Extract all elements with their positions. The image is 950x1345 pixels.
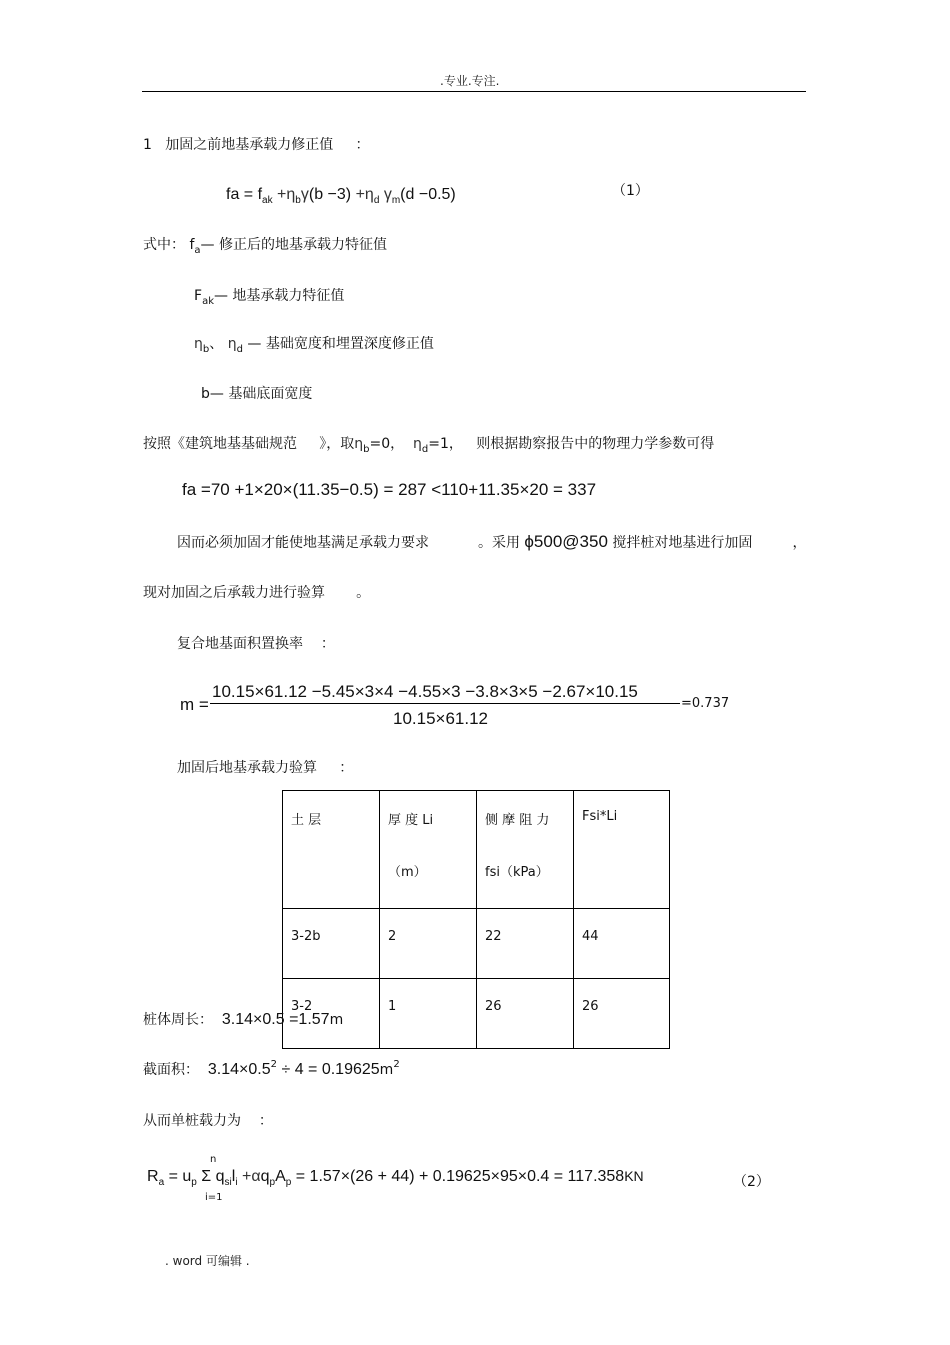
section-title-text: 加固之前地基承载力修正值 <box>165 137 334 153</box>
replacement-title <box>177 633 335 653</box>
formula-1 <box>226 186 456 206</box>
formula-1-fak-sub: ak <box>262 195 273 206</box>
formula-1-plus-2: + <box>355 186 365 203</box>
header-l1: 土 层 <box>291 813 322 828</box>
section-colon: ： <box>355 137 370 153</box>
perimeter-unit: m <box>329 1012 344 1028</box>
table-header-cell <box>477 791 574 909</box>
para-spec-t1: 按照《建筑地基基础规范 <box>143 436 297 452</box>
formula-3-l: l <box>231 1168 236 1185</box>
replacement-title-text: 复合地基面积置换率 <box>177 636 303 652</box>
where-fak <box>194 285 344 307</box>
single-pile-colon: ： <box>258 1113 273 1129</box>
table-cell: 22 <box>477 909 574 979</box>
formula-3-q-sub: si <box>224 1177 232 1188</box>
para-reinforce-t1: 因而必须加固才能使地基满足承载力要求 <box>177 535 429 551</box>
replacement-lhs: m = <box>180 695 209 714</box>
where-b: b— 基础底面宽度 <box>201 386 313 402</box>
formula-3-eq: = u <box>168 1168 192 1185</box>
formula-3-rest: = 1.57×(26 + 44) + 0.19625×95×0.4 = 117.358 <box>295 1168 625 1185</box>
where-lead: 式中： <box>143 237 185 253</box>
formula-3-l-sub: i <box>235 1177 238 1188</box>
area-sup: 2 <box>270 1059 278 1070</box>
where-eta-sep: 、 <box>209 336 224 352</box>
where-eta-b-sub: b <box>202 344 210 355</box>
formula-3-sigma: Σ <box>201 1168 212 1185</box>
table-cell: 3-2b <box>283 909 380 979</box>
formula-3-R-sub: a <box>158 1177 165 1188</box>
para-reinforce <box>177 532 806 552</box>
formula-3-number: （2） <box>733 1174 770 1190</box>
where-fak-desc: — 地基承载力特征值 <box>213 288 345 304</box>
formula-1-eta-b: η <box>286 186 296 203</box>
area-unit-sup: 2 <box>393 1059 400 1070</box>
table-header-cell <box>380 791 477 909</box>
formula-1-lhs: fa = f <box>226 186 263 203</box>
formula-1-eta-b-sub: b <box>295 195 301 206</box>
formula-3-plus: + <box>242 1168 252 1185</box>
where-eta-b: η <box>194 336 203 352</box>
table-cell: 44 <box>574 909 670 979</box>
para-spec-t2: 》，取 <box>319 436 355 452</box>
formula-1-eta-d-sub: d <box>373 195 380 206</box>
table-cell: 1 <box>380 979 477 1049</box>
where-fa <box>143 234 387 256</box>
page-footer: . word 可编辑 . <box>165 1254 250 1268</box>
perimeter-expr: 3.14×0.5 =1.57 <box>221 1011 330 1028</box>
check-title-text: 加固后地基承载力验算 <box>177 760 317 776</box>
formula-1-part-2: (d −0.5) <box>400 186 456 203</box>
para-reinforce-t5: 现对加固之后承载力进行验算 <box>143 585 325 601</box>
para-reinforce-t6: 。 <box>356 585 371 601</box>
check-title-colon: ： <box>339 760 354 776</box>
header-l2: fsi（kPa） <box>485 865 549 880</box>
where-eta-desc: — 基础宽度和埋置深度修正值 <box>247 336 434 352</box>
page-header: .专业.专注. <box>440 74 500 88</box>
table-cell: 26 <box>477 979 574 1049</box>
header-l1: 厚 度 Li <box>388 813 434 828</box>
para-reinforce-line2 <box>143 582 370 602</box>
section-title <box>143 134 370 154</box>
formula-3 <box>147 1168 644 1188</box>
replacement-colon: ： <box>320 636 335 652</box>
para-spec <box>143 433 714 455</box>
formula-1-gamma-m: γ <box>383 186 392 203</box>
table-row <box>283 909 670 979</box>
perimeter-label: 桩体周长： <box>143 1012 213 1028</box>
formula-3-A-sub: p <box>285 1177 292 1188</box>
fraction-line <box>210 703 680 704</box>
where-fak-sub: ak <box>202 296 214 307</box>
formula-3-q2-sub: p <box>269 1177 276 1188</box>
replacement-denominator: 10.15×61.12 <box>393 709 489 728</box>
section-number: 1 <box>143 137 152 153</box>
where-eta-d: η <box>227 336 237 352</box>
formula-1-part-1: (b −3) <box>308 186 352 203</box>
sum-bottom: i=1 <box>205 1192 223 1203</box>
replacement-numerator: 10.15×61.12 −5.45×3×4 −4.55×3 −3.8×3×5 −2.67×10.15 <box>212 682 638 701</box>
para-reinforce-t2: 。采用 <box>477 535 520 551</box>
area-unit: m <box>379 1062 394 1078</box>
check-title <box>177 757 353 777</box>
where-eta <box>194 333 434 355</box>
area-label: 截面积： <box>143 1062 199 1078</box>
formula-3-unit: KN <box>624 1168 644 1184</box>
table-cell: 3-2 <box>283 979 380 1049</box>
where-fa-desc: — 修正后的地基承载力特征值 <box>200 237 387 253</box>
perimeter-line <box>143 1009 343 1029</box>
table-header-row <box>283 791 670 909</box>
header-l1: 侧 摩 阻 力 <box>485 813 550 828</box>
replacement-result: =0.737 <box>681 696 730 711</box>
formula-1-number: （1） <box>612 183 649 199</box>
formula-3-q: q <box>215 1168 225 1185</box>
formula-3-A: A <box>275 1168 286 1185</box>
formula-3-q2: q <box>260 1168 270 1185</box>
para-spec-eta-b-val: =0， <box>369 436 405 452</box>
header-l1: Fsi*Li <box>582 809 618 824</box>
table-header-cell <box>283 791 380 909</box>
para-spec-eta-b: η <box>354 436 364 452</box>
para-reinforce-t4: ， <box>792 535 807 551</box>
formula-3-u-sub: p <box>191 1177 197 1188</box>
para-spec-t3: 则根据勘察报告中的物理力学参数可得 <box>476 436 715 452</box>
formula-1-gamma: γ <box>300 186 309 203</box>
para-reinforce-t3: 搅拌桩对地基进行加固 <box>612 535 753 551</box>
table-header-cell <box>574 791 670 909</box>
sum-top: n <box>210 1154 217 1165</box>
table-cell: 2 <box>380 909 477 979</box>
header-rule <box>142 91 806 92</box>
para-spec-eta-d: η <box>413 436 422 452</box>
table-cell: 26 <box>574 979 670 1049</box>
formula-3-R: R <box>147 1168 159 1185</box>
pile-spec: ϕ500@350 <box>524 532 608 551</box>
para-spec-eta-d-val: =1， <box>428 436 463 452</box>
formula-1-gamma-m-sub: m <box>391 195 401 206</box>
para-spec-eta-b-sub: b <box>363 444 370 455</box>
para-spec-eta-d-sub: d <box>421 444 429 455</box>
formula-3-alpha: α <box>251 1168 261 1185</box>
formula-1-plus-1: + <box>277 186 287 203</box>
where-eta-d-sub: d <box>236 344 243 355</box>
area-line <box>143 1059 400 1079</box>
where-fak-symbol: F <box>194 288 203 304</box>
header-l2: （m） <box>388 865 427 880</box>
area-expr-1: 3.14×0.5 <box>207 1061 271 1078</box>
formula-1-eta-d: η <box>364 186 374 203</box>
where-fa-symbol: f <box>189 237 195 253</box>
where-fa-sub: a <box>194 245 201 256</box>
single-pile-title <box>143 1110 273 1130</box>
formula-2: fa =70 +1×20×(11.35−0.5) = 287 <110+11.35×20 = 337 <box>182 480 597 499</box>
single-pile-text: 从而单桩载力为 <box>143 1113 241 1129</box>
area-expr-2: ÷ 4 = 0.19625 <box>281 1061 380 1078</box>
